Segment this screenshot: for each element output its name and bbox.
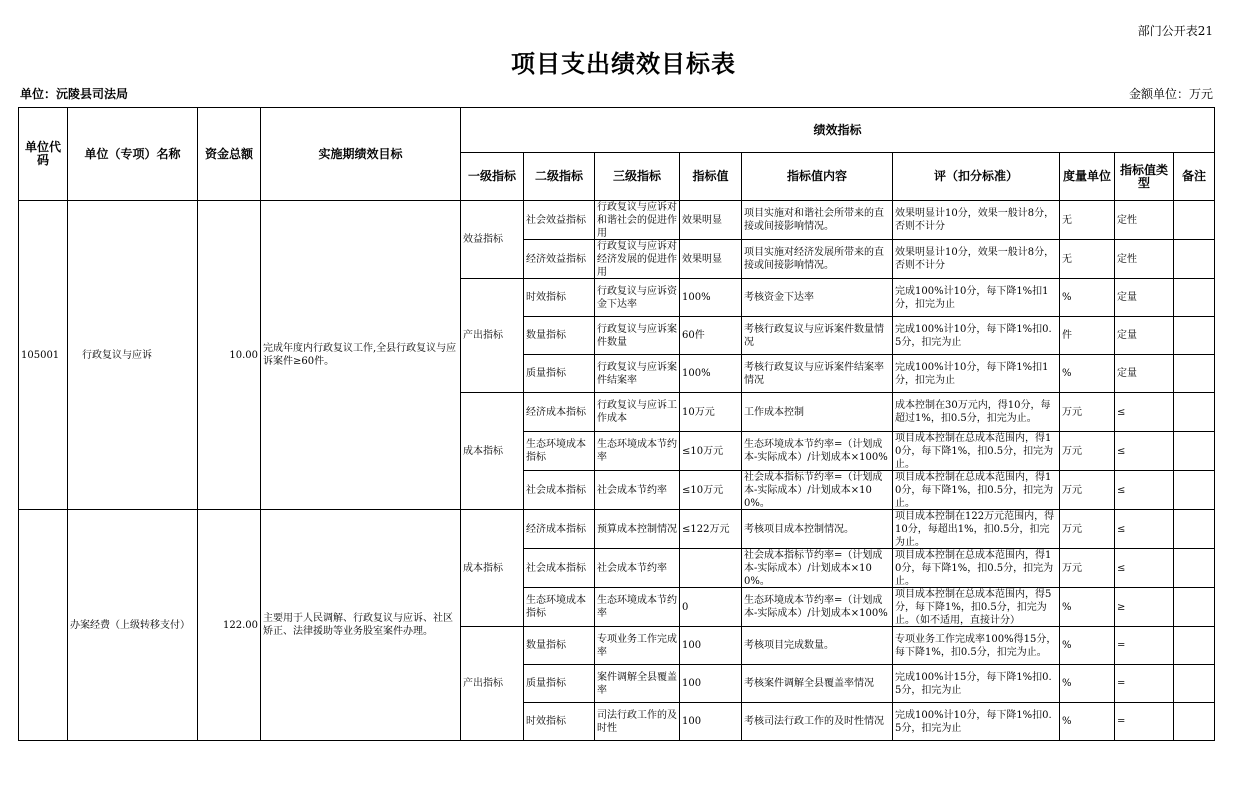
value-type-cell: [1115, 393, 1174, 432]
level3-cell: [595, 393, 680, 432]
value-content-cell: [742, 627, 893, 665]
level2-text: 数量指标: [526, 640, 566, 651]
table-body: [19, 201, 1215, 741]
remark-cell: [1174, 201, 1215, 240]
value-cell: [680, 355, 742, 393]
level2-cell: [524, 510, 595, 549]
value-type-text: 定性: [1117, 253, 1137, 265]
level2-text: 经济成本指标: [526, 406, 586, 418]
measure-unit-cell: [1060, 510, 1115, 549]
value-text: 100: [682, 640, 702, 651]
money-unit-label: 金额单位：万元: [1128, 87, 1213, 101]
value-content-cell: [742, 393, 893, 432]
value-content-cell: [742, 317, 893, 355]
level3-cell: [595, 240, 680, 279]
measure-unit-text: 万元: [1062, 562, 1082, 574]
scoring-text: 项目成本控制在总成本范围内，得10分，每下降1%，扣0.5分，扣完为止。: [895, 550, 1054, 587]
scoring-text: 项目成本控制在总成本范围内，得5分，每下降1%，扣0.5分，扣完为止。（如不适用，直接计分）: [895, 589, 1052, 626]
level2-text: 质量指标: [526, 368, 566, 379]
value-content-cell: [742, 703, 893, 741]
value-type-cell: [1115, 703, 1174, 741]
level1-cell: 成本指标: [461, 510, 524, 627]
remark-cell: [1174, 393, 1215, 432]
level2-cell: [524, 317, 595, 355]
value-type-cell: [1115, 201, 1174, 240]
scoring-text: 项目成本控制在总成本范围内，得10分，每下降1%，扣0.5分，扣完为止。: [895, 433, 1054, 470]
value-type-text: 定量: [1117, 368, 1137, 379]
level2-text: 时效指标: [526, 292, 566, 303]
remark-cell: [1174, 317, 1215, 355]
value-type-cell: [1115, 355, 1174, 393]
value-cell: [680, 240, 742, 279]
header-value: 指标值: [680, 153, 742, 201]
header-indicators: 绩效指标: [461, 108, 1215, 153]
measure-unit-text: %: [1062, 601, 1072, 613]
scoring-cell: [893, 432, 1060, 471]
level2-cell: [524, 201, 595, 240]
header-value-type: 指标值类型: [1115, 153, 1174, 201]
scoring-text: 成本控制在30万元内，得10分，每超过1%，扣0.5分，扣完为止。: [895, 400, 1051, 424]
level1-cell: 成本指标: [461, 393, 524, 510]
header-measure-unit: 度量单位: [1060, 153, 1115, 201]
value-content-text: 生态环境成本节约率=（计划成本-实际成本）/计划成本×100%: [744, 595, 888, 619]
value-type-cell: [1115, 549, 1174, 588]
level1-cell: 产出指标: [461, 627, 524, 741]
scoring-text: 完成100%计10分，每下降1%扣0.5分，扣完为止: [895, 323, 1052, 348]
level2-cell: [524, 355, 595, 393]
value-content-cell: [742, 432, 893, 471]
page-title: 项目支出绩效目标表: [511, 50, 736, 78]
level2-cell: [524, 393, 595, 432]
scoring-cell: [893, 201, 1060, 240]
level3-cell: [595, 627, 680, 665]
measure-unit-text: %: [1062, 292, 1072, 303]
header-value-content: 指标值内容: [742, 153, 893, 201]
level3-text: 案件调解全县覆盖率: [597, 671, 677, 696]
scoring-text: 效果明显计10分，效果一般计8分，否则不计分: [895, 208, 1055, 232]
value-type-text: ≤: [1117, 406, 1126, 418]
measure-unit-text: 万元: [1062, 484, 1082, 496]
measure-unit-cell: [1060, 317, 1115, 355]
value-content-text: 考核案件调解全县覆盖率情况: [744, 678, 874, 689]
form-code: 部门公开表21: [1137, 24, 1213, 38]
value-cell: [680, 588, 742, 627]
value-content-text: 项目实施对经济发展所带来的直接或间接影响情况。: [744, 247, 884, 271]
total-funds-cell: 10.00: [198, 201, 261, 510]
level3-cell: [595, 588, 680, 627]
level3-text: 生态环境成本节约率: [597, 595, 677, 619]
unit-name-cell: 行政复议与应诉: [68, 201, 198, 510]
value-content-cell: [742, 279, 893, 317]
level2-cell: [524, 549, 595, 588]
scoring-cell: [893, 240, 1060, 279]
value-cell: [680, 317, 742, 355]
value-type-text: 定量: [1117, 292, 1137, 303]
level3-cell: [595, 665, 680, 703]
remark-cell: [1174, 510, 1215, 549]
measure-unit-cell: [1060, 549, 1115, 588]
measure-unit-cell: [1060, 665, 1115, 703]
unit-code-cell: 105001: [19, 201, 68, 510]
value-type-cell: [1115, 279, 1174, 317]
value-content-text: 社会成本指标节约率=（计划成本-实际成本）/计划成本×100%。: [744, 550, 883, 587]
measure-unit-text: 无: [1062, 214, 1072, 226]
measure-unit-text: %: [1062, 640, 1072, 651]
level3-cell: [595, 279, 680, 317]
level2-text: 社会效益指标: [526, 214, 586, 226]
value-text: 0: [682, 601, 689, 613]
value-text: 效果明显: [682, 253, 722, 265]
value-type-text: =: [1117, 678, 1126, 689]
scoring-cell: [893, 665, 1060, 703]
value-content-text: 考核资金下达率: [744, 292, 814, 303]
value-content-text: 工作成本控制: [744, 406, 804, 418]
level3-text: 生态环境成本节约率: [597, 439, 677, 463]
value-cell: [680, 703, 742, 741]
value-text: 100%: [682, 368, 711, 379]
value-type-text: 定性: [1117, 214, 1137, 226]
value-type-cell: [1115, 471, 1174, 510]
value-type-text: ≥: [1117, 601, 1126, 613]
level3-text: 专项业务工作完成率: [597, 633, 677, 658]
measure-unit-cell: [1060, 355, 1115, 393]
scoring-text: 项目成本控制在122万元范围内，得10分，每超出1%，扣0.5分，扣完为止。: [895, 511, 1055, 548]
table-row: [19, 201, 1215, 240]
unit-name-cell: 办案经费（上级转移支付）: [68, 510, 198, 741]
value-cell: [680, 471, 742, 510]
scoring-text: 专项业务工作完成率100%得15分，每下降1%，扣0.5分，扣完为止。: [895, 633, 1057, 658]
remark-cell: [1174, 627, 1215, 665]
value-content-cell: [742, 549, 893, 588]
value-cell: [680, 201, 742, 240]
header-total-funds: 资金总额: [198, 108, 261, 201]
measure-unit-text: 万元: [1062, 406, 1082, 418]
level3-cell: [595, 703, 680, 741]
measure-unit-cell: [1060, 471, 1115, 510]
level3-text: 行政复议与应诉资金下达率: [597, 285, 677, 310]
level3-cell: [595, 201, 680, 240]
remark-cell: [1174, 703, 1215, 741]
value-content-text: 考核项目完成数量。: [744, 640, 834, 651]
scoring-cell: [893, 279, 1060, 317]
scoring-text: 完成100%计10分，每下降1%扣0.5分，扣完为止: [895, 709, 1052, 734]
value-type-text: =: [1117, 716, 1126, 727]
value-text: 效果明显: [682, 214, 722, 226]
header-unit-name: 单位（专项）名称: [68, 108, 198, 201]
value-type-text: ≤: [1117, 523, 1126, 535]
measure-unit-cell: [1060, 703, 1115, 741]
level2-cell: [524, 588, 595, 627]
measure-unit-cell: [1060, 279, 1115, 317]
value-cell: [680, 279, 742, 317]
value-type-cell: [1115, 240, 1174, 279]
value-content-text: 社会成本指标节约率=（计划成本-实际成本）/计划成本×100%。: [744, 472, 883, 509]
value-content-text: 生态环境成本节约率=（计划成本-实际成本）/计划成本×100%: [744, 439, 888, 463]
scoring-cell: [893, 510, 1060, 549]
remark-cell: [1174, 588, 1215, 627]
level2-text: 社会成本指标: [526, 562, 586, 574]
value-content-cell: [742, 201, 893, 240]
measure-unit-cell: [1060, 432, 1115, 471]
scoring-text: 效果明显计10分，效果一般计8分，否则不计分: [895, 247, 1055, 271]
level3-text: 社会成本节约率: [597, 562, 667, 574]
measure-unit-text: %: [1062, 368, 1072, 379]
goal-cell: 完成年度内行政复议工作,全县行政复议与应诉案件≥60件。: [261, 201, 461, 510]
level2-cell: [524, 432, 595, 471]
header-level3: 三级指标: [595, 153, 680, 201]
value-type-text: ≤: [1117, 562, 1126, 574]
value-type-text: ≤: [1117, 484, 1126, 496]
scoring-text: 完成100%计15分，每下降1%扣0.5分，扣完为止: [895, 671, 1052, 696]
value-content-text: 考核项目成本控制情况。: [744, 523, 854, 535]
scoring-text: 项目成本控制在总成本范围内，得10分，每下降1%，扣0.5分，扣完为止。: [895, 472, 1054, 509]
level3-text: 行政复议与应诉对经济发展的促进作用: [597, 241, 677, 278]
value-cell: [680, 665, 742, 703]
value-cell: [680, 432, 742, 471]
value-type-cell: [1115, 588, 1174, 627]
level1-cell: 效益指标: [461, 201, 524, 279]
level3-text: 行政复议与应诉对和谐社会的促进作用: [597, 202, 677, 239]
value-cell: [680, 393, 742, 432]
level1-cell: 产出指标: [461, 279, 524, 393]
level2-text: 数量指标: [526, 330, 566, 341]
level2-text: 经济成本指标: [526, 523, 586, 535]
value-type-cell: [1115, 627, 1174, 665]
remark-cell: [1174, 549, 1215, 588]
level3-cell: [595, 355, 680, 393]
measure-unit-cell: [1060, 201, 1115, 240]
total-funds-cell: 122.00: [198, 510, 261, 741]
value-text: 100: [682, 678, 702, 689]
value-cell: [680, 549, 742, 588]
value-content-text: 考核行政复议与应诉案件数量情况: [744, 323, 884, 348]
value-content-cell: [742, 665, 893, 703]
level2-text: 社会成本指标: [526, 484, 586, 496]
scoring-cell: [893, 317, 1060, 355]
value-content-cell: [742, 471, 893, 510]
level3-text: 行政复议与应诉工作成本: [597, 400, 677, 424]
level3-text: 社会成本节约率: [597, 484, 667, 496]
value-type-text: 定量: [1117, 330, 1137, 341]
remark-cell: [1174, 355, 1215, 393]
value-type-text: ≤: [1117, 445, 1126, 457]
value-text: ≤122万元: [682, 523, 730, 535]
measure-unit-cell: [1060, 240, 1115, 279]
measure-unit-text: %: [1062, 716, 1072, 727]
value-text: ≤10万元: [682, 445, 724, 457]
level3-cell: [595, 510, 680, 549]
unit-code-cell: [19, 510, 68, 741]
scoring-text: 完成100%计10分，每下降1%扣1分，扣完为止: [895, 361, 1049, 386]
value-content-cell: [742, 510, 893, 549]
value-content-cell: [742, 355, 893, 393]
value-type-cell: [1115, 432, 1174, 471]
header-remark: 备注: [1174, 153, 1215, 201]
value-text: 60件: [682, 330, 705, 341]
level3-cell: [595, 471, 680, 510]
value-type-text: =: [1117, 640, 1126, 651]
unit-label: 单位：沅陵县司法局: [20, 87, 129, 101]
level2-cell: [524, 703, 595, 741]
level3-cell: [595, 549, 680, 588]
scoring-cell: [893, 588, 1060, 627]
level3-text: 行政复议与应诉案件数量: [597, 323, 677, 348]
level2-text: 时效指标: [526, 716, 566, 727]
table-row: [19, 510, 1215, 549]
remark-cell: [1174, 665, 1215, 703]
value-content-text: 考核司法行政工作的及时性情况: [744, 716, 884, 727]
value-text: 10万元: [682, 406, 715, 418]
scoring-cell: [893, 703, 1060, 741]
level2-cell: [524, 627, 595, 665]
value-type-cell: [1115, 510, 1174, 549]
remark-cell: [1174, 471, 1215, 510]
scoring-cell: [893, 627, 1060, 665]
level2-cell: [524, 240, 595, 279]
measure-unit-text: 件: [1062, 330, 1072, 341]
goal-cell: 主要用于人民调解、行政复议与应诉、社区矫正、法律援助等业务股室案件办理。: [261, 510, 461, 741]
header-scoring: 评（扣分标准）: [893, 153, 1060, 201]
header-level1: 一级指标: [461, 153, 524, 201]
scoring-cell: [893, 355, 1060, 393]
value-type-cell: [1115, 665, 1174, 703]
value-content-cell: [742, 588, 893, 627]
value-text: ≤10万元: [682, 484, 724, 496]
measure-unit-text: 万元: [1062, 523, 1082, 535]
level3-cell: [595, 317, 680, 355]
value-content-text: 项目实施对和谐社会所带来的直接或间接影响情况。: [744, 208, 884, 232]
level3-text: 行政复议与应诉案件结案率: [597, 361, 677, 386]
level2-text: 质量指标: [526, 678, 566, 689]
scoring-cell: [893, 549, 1060, 588]
measure-unit-text: 万元: [1062, 445, 1082, 457]
scoring-cell: [893, 471, 1060, 510]
performance-table: [18, 107, 1215, 741]
remark-cell: [1174, 279, 1215, 317]
measure-unit-text: 无: [1062, 253, 1072, 265]
measure-unit-text: %: [1062, 678, 1072, 689]
level2-text: 生态环境成本指标: [526, 595, 586, 619]
level2-text: 生态环境成本指标: [526, 439, 586, 463]
level3-text: 预算成本控制情况: [597, 523, 677, 535]
header-level2: 二级指标: [524, 153, 595, 201]
remark-cell: [1174, 432, 1215, 471]
scoring-cell: [893, 393, 1060, 432]
scoring-text: 完成100%计10分，每下降1%扣1分，扣完为止: [895, 285, 1049, 310]
measure-unit-cell: [1060, 393, 1115, 432]
measure-unit-cell: [1060, 588, 1115, 627]
header-unit-code: 单位代码: [19, 108, 68, 201]
value-type-cell: [1115, 317, 1174, 355]
value-text: 100: [682, 716, 702, 727]
value-text: 100%: [682, 292, 711, 303]
measure-unit-cell: [1060, 627, 1115, 665]
value-cell: [680, 510, 742, 549]
remark-cell: [1174, 240, 1215, 279]
header-goal: 实施期绩效目标: [261, 108, 461, 201]
level2-cell: [524, 279, 595, 317]
level2-text: 经济效益指标: [526, 253, 586, 265]
value-content-cell: [742, 240, 893, 279]
level3-text: 司法行政工作的及时性: [597, 709, 677, 734]
level3-cell: [595, 432, 680, 471]
value-content-text: 考核行政复议与应诉案件结案率情况: [744, 361, 884, 386]
level2-cell: [524, 665, 595, 703]
level2-cell: [524, 471, 595, 510]
value-cell: [680, 627, 742, 665]
